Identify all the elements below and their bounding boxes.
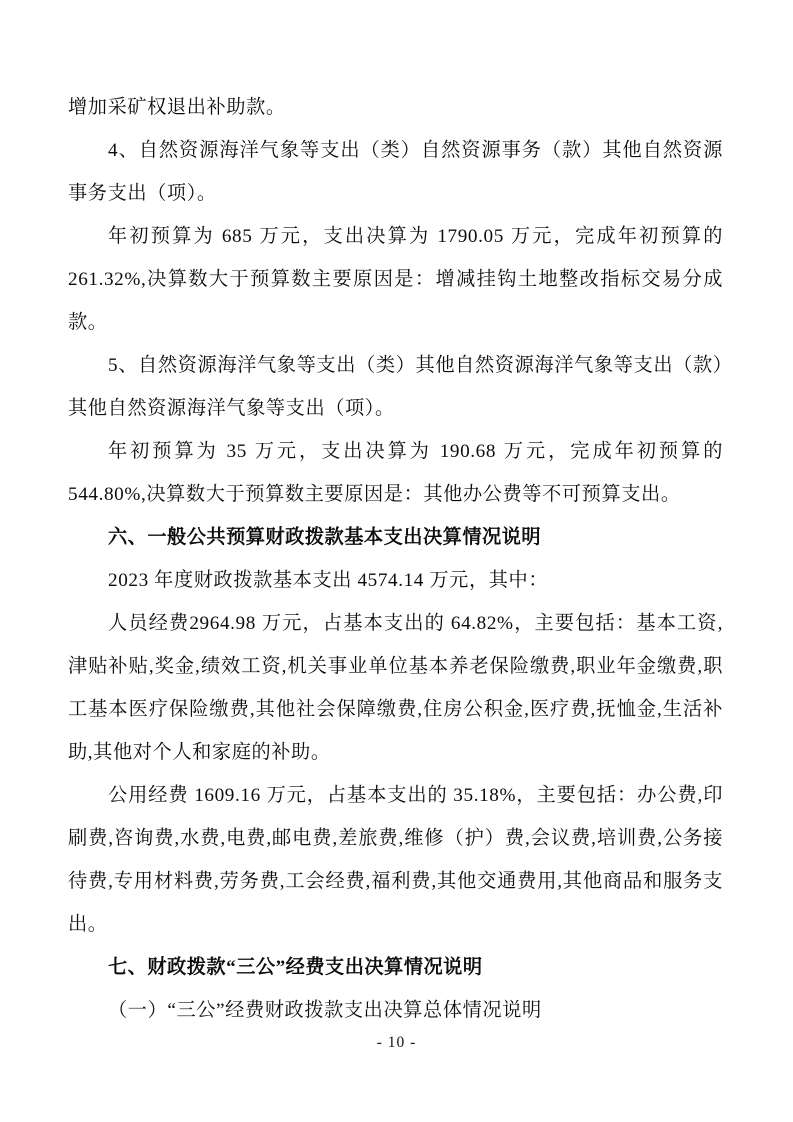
section-heading-six: 六、一般公共预算财政拨款基本支出决算情况说明 <box>108 527 542 548</box>
paragraph-continuation: 增加采矿权退出补助款。 <box>68 97 286 118</box>
paragraph-item-4-detail: 年初预算为 685 万元，支出决算为 1790.05 万元，完成年初预算的 261.32%,决算数大于预算数主要原因是：增减挂钩土地整改指标交易分成款。 <box>68 226 723 333</box>
page-number: - 10 - <box>376 1034 417 1051</box>
paragraph-personnel-expenses: 人员经费2964.98 万元，占基本支出的 64.82%，主要包括：基本工资,津贴补贴,奖金,绩效工资,机关事业单位基本养老保险缴费,职业年金缴费,职工基本医疗保险缴费,其他社会保障缴费,住房公积金,医疗费,抚恤金,生活补助,其他对个人和家庭的补助。 <box>68 613 723 763</box>
paragraph-subsection-one: （一）“三公”经费财政拨款支出决算总体情况说明 <box>108 1000 542 1021</box>
section-heading-seven: 七、财政拨款“三公”经费支出决算情况说明 <box>108 957 483 978</box>
document-body <box>68 86 723 1032</box>
paragraph-public-expenses: 公用经费 1609.16 万元，占基本支出的 35.18%，主要包括：办公费,印刷费,咨询费,水费,电费,邮电费,差旅费,维修（护）费,会议费,培训费,公务接待费,专用材料费,劳务费,工会经费,福利费,其他交通费用,其他商品和服务支出。 <box>68 785 723 935</box>
paragraph-item-4-title: 4、自然资源海洋气象等支出（类）自然资源事务（款）其他自然资源事务支出（项）。 <box>68 140 723 204</box>
paragraph-item-5-title: 5、自然资源海洋气象等支出（类）其他自然资源海洋气象等支出（款）其他自然资源海洋气象等支出（项）。 <box>68 355 723 419</box>
paragraph-item-5-detail: 年初预算为 35 万元，支出决算为 190.68 万元，完成年初预算的 544.80%,决算数大于预算数主要原因是：其他办公费等不可预算支出。 <box>68 441 723 505</box>
paragraph-basic-expenditure-total: 2023 年度财政拨款基本支出 4574.14 万元，其中： <box>108 570 549 591</box>
